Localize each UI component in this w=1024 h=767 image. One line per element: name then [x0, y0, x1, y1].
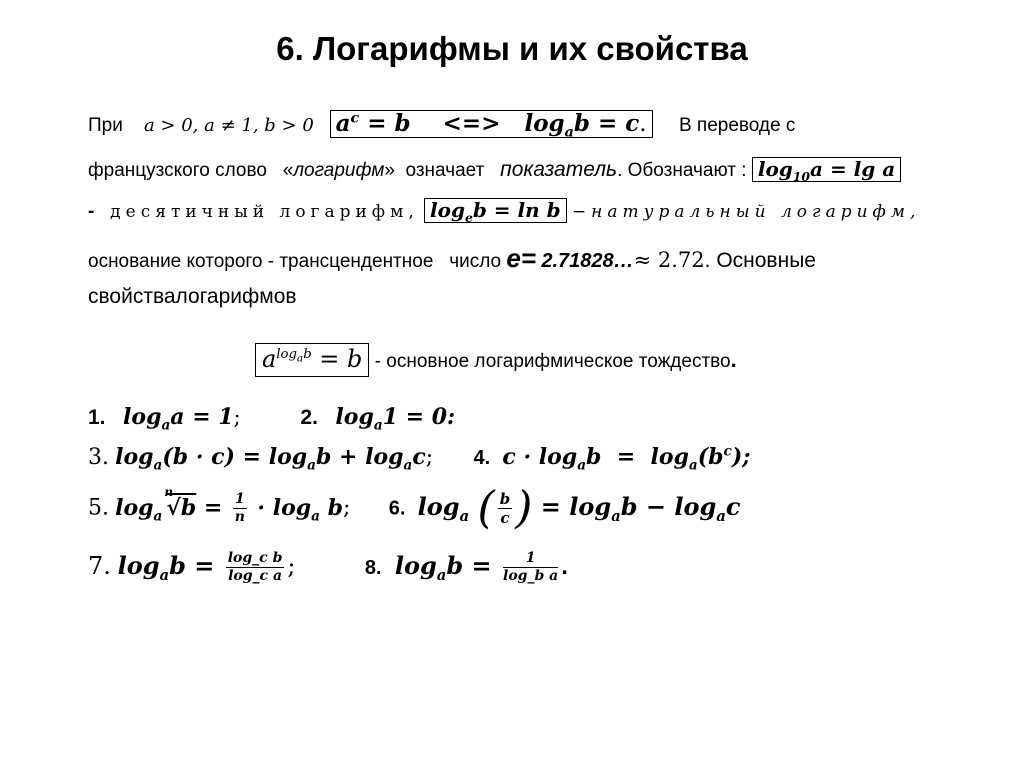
prop-8-fraction [503, 550, 558, 585]
def-base: a [335, 110, 351, 137]
prop-5-log-2: log [272, 494, 312, 521]
prop-5-b: b [320, 494, 344, 521]
properties-heading: свойствалогарифмов [88, 285, 297, 308]
word-logarithm: логарифм [293, 160, 385, 181]
prop-6-fraction-den: c [500, 508, 510, 527]
prop-6-number: 6. [388, 497, 406, 520]
prop-4-sup: c [723, 443, 732, 460]
prop-5-root-index: n [164, 484, 174, 499]
prop-6-log-2: log [569, 491, 612, 521]
prop-4-number: 4. [473, 447, 491, 469]
def-exp: c [350, 110, 360, 127]
prop-8-log: log [394, 550, 437, 580]
identity-base: a [262, 345, 277, 373]
properties-row-3 [88, 482, 741, 533]
page-title: 6. Логарифмы и их свойства [276, 30, 748, 67]
e-value: 2.71828… [541, 250, 634, 272]
def-sub: a [564, 124, 574, 141]
prop-4-arg: (b [697, 444, 724, 470]
identity-exp-log: log [276, 347, 297, 362]
definition-line [88, 110, 796, 141]
ln-rest: b = ln b [472, 198, 561, 222]
translation-text: В переводе с [678, 115, 796, 136]
identity-dot: . [730, 347, 737, 372]
def-dot: . [639, 111, 647, 137]
prop-1-number: 1. [88, 406, 106, 429]
meaning-text-1: французского слово « [88, 160, 294, 181]
prop-4 [502, 443, 751, 474]
prop-6-fraction-num: b [499, 489, 511, 508]
prop-8-dot: . [561, 552, 568, 580]
prop-3-semi: ; [425, 445, 434, 470]
definition-box [330, 110, 653, 141]
prop-3-log-1: log [115, 444, 154, 470]
prop-8-fraction-den: log_b a [503, 567, 559, 584]
prop-3 [115, 444, 426, 474]
identity-rhs: = b [311, 345, 363, 373]
lg-sub: 10 [792, 169, 811, 184]
lg-log: log [757, 157, 793, 181]
euler-text: основание которого - трансцендентное число [88, 251, 502, 272]
prop-5 [115, 484, 344, 525]
lg-rest: a = lg a [810, 157, 896, 181]
dash: - [88, 201, 95, 222]
identity-description: - основное логарифмическое тождество [374, 351, 731, 372]
natural-log-text: −натуральный логарифм, [571, 202, 921, 222]
conditions: a > 0, a ≠ 1, b > 0 [143, 115, 314, 136]
prop-5-fraction-num: 1 [235, 491, 245, 508]
euler-line [88, 243, 816, 274]
prop-4-sub-1: a [577, 457, 587, 474]
prop-7-fraction-num: log_c b [227, 550, 283, 566]
prop-2-number: 2. [300, 406, 318, 429]
def-equiv: = b <=> log [359, 110, 565, 137]
ln-sub: e [464, 210, 473, 225]
prop-7-log: log [117, 550, 160, 580]
prop-7-number: 7. [88, 551, 111, 580]
prop-5-root-body: √b [166, 494, 197, 521]
prop-3-log-3: log [365, 444, 404, 470]
prop-3-c: c [412, 444, 426, 470]
prop-5-root [162, 484, 197, 521]
prop-5-fraction-den: n [234, 509, 245, 525]
prop-3-sub-2: a [307, 457, 316, 474]
prop-8-number: 8. [364, 556, 382, 579]
lead-text: При [88, 115, 123, 136]
e-label: e= [506, 243, 537, 273]
main-text: . Основные [704, 249, 816, 272]
ln-box [424, 198, 567, 223]
prop-7-fraction [226, 550, 285, 585]
prop-1-rest: a = 1 [170, 404, 234, 430]
prop-5-sub-2: a [311, 507, 320, 524]
meaning-line [88, 157, 901, 182]
prop-2-rest: 1 = 0: [382, 404, 456, 430]
prop-6-paren-left: ( [477, 482, 495, 533]
identity-exp-b: b [303, 347, 312, 362]
identity-box [255, 343, 369, 377]
word-exponent: показатель [500, 158, 618, 181]
prop-4-close: ); [731, 444, 751, 470]
prop-1 [123, 404, 234, 434]
prop-1-log: log [123, 404, 162, 430]
prop-8-b: b = [446, 550, 500, 580]
properties-row-2 [88, 443, 751, 474]
prop-8 [394, 550, 561, 584]
prop-8-sub: a [436, 565, 447, 584]
properties-row-1 [88, 404, 456, 434]
prop-5-sub-1: a [153, 507, 163, 524]
prop-7-b: b = [169, 550, 223, 580]
prop-3-arg: (b · c) = [162, 444, 269, 470]
identity-exp-sub: a [296, 352, 304, 365]
prop-6-paren-right: ) [515, 482, 533, 533]
prop-3-sub-1: a [153, 457, 163, 474]
prop-6-sub-2: a [611, 506, 621, 525]
prop-6 [417, 482, 741, 533]
prop-5-number: 5. [88, 495, 109, 521]
prop-5-log-1: log [115, 494, 154, 521]
prop-6-b: b − [620, 491, 675, 521]
prop-4-b: b = [586, 444, 651, 470]
prop-4-log-2: log [650, 444, 689, 470]
prop-3-b: b + [315, 444, 366, 470]
prop-5-dot: · [249, 494, 273, 521]
prop-2 [335, 404, 456, 434]
prop-5-eq: = [196, 494, 230, 521]
prop-5-fraction [233, 491, 247, 526]
prop-6-eq: = [532, 491, 570, 521]
prop-7-semi: ; [287, 551, 296, 580]
ln-line [88, 198, 920, 223]
prop-2-log: log [335, 404, 374, 430]
prop-8-fraction-num: 1 [503, 550, 558, 568]
prop-3-sub-3: a [403, 457, 413, 474]
prop-6-log-3: log [674, 491, 717, 521]
ln-log: log [430, 198, 465, 222]
prop-6-sub-3: a [716, 506, 726, 525]
prop-7-sub: a [159, 565, 170, 584]
prop-1-semi: ; [233, 405, 241, 429]
prop-3-number: 3. [88, 445, 109, 470]
prop-5-semi: ; [343, 495, 351, 521]
prop-4-log-1: log [538, 444, 578, 470]
lg-box [752, 157, 901, 182]
prop-4-c: c · [502, 444, 539, 470]
e-approx: ≈ 2.72 [633, 248, 705, 272]
prop-6-c: c [725, 491, 741, 521]
prop-2-sub: a [373, 417, 383, 434]
def-rest: b = c [573, 110, 640, 137]
prop-7-fraction-den: log_c a [228, 567, 283, 584]
meaning-text-2: » означает [384, 160, 485, 181]
prop-3-log-2: log [268, 444, 308, 470]
prop-7 [117, 550, 288, 584]
decimal-log-text: десятичный логарифм, [110, 202, 419, 222]
prop-4-sub-2: a [688, 457, 698, 474]
properties-row-4 [88, 550, 568, 585]
prop-6-sub-1: a [459, 506, 470, 525]
prop-1-sub: a [161, 417, 171, 434]
meaning-text-3: . Обозначают : [617, 160, 747, 181]
prop-6-log-1: log [417, 491, 460, 521]
prop-6-fraction [498, 490, 513, 527]
identity-line [255, 343, 737, 377]
